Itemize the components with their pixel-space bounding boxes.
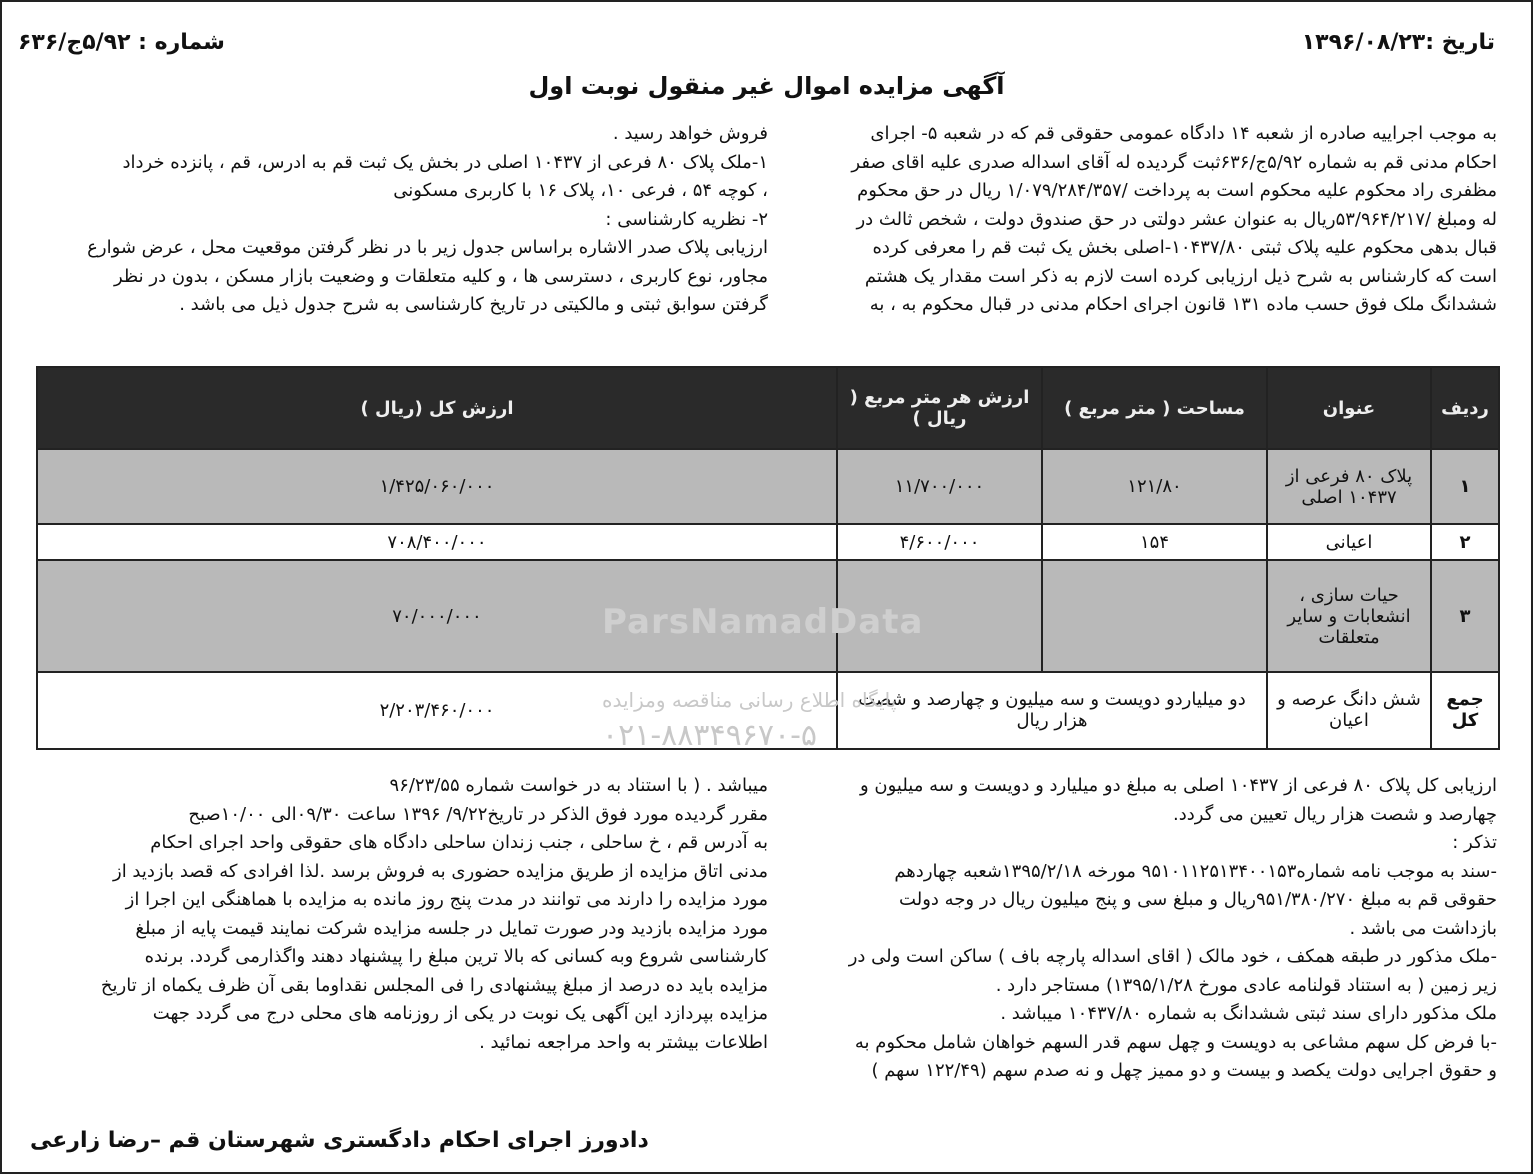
property-description	[50, 120, 768, 320]
cell-unit-price: ۱۱/۷۰۰/۰۰۰	[837, 449, 1042, 524]
notice-title: آگهی مزایده اموال غیر منقول نوبت اول	[528, 72, 1005, 100]
text-line: به موجب اجراییه صادره از شعبه ۱۴ دادگاه عمومی حقوقی قم که در شعبه ۵- اجرای	[870, 123, 1497, 144]
text-line: به آدرس قم ، خ ساحلی ، جنب زندان ساحلی دادگاه های حقوقی واحد اجرای احکام	[150, 832, 768, 853]
text-line: ۱-ملک پلاک ۸۰ فرعی از ۱۰۴۳۷ اصلی در بخش یک ثبت قم به ادرس، قم ، پانزده خرداد	[122, 151, 768, 173]
text-line: میباشد . ( با استناد به در خواست شماره ۹۶/۲۳/۵۵	[389, 775, 768, 796]
text-line: مظفری راد محکوم علیه محکوم است به پرداخت /۱/۰۷۹/۲۸۴/۳۵۷ ریال در حق محکوم	[857, 180, 1497, 201]
signature: دادورز اجرای احکام دادگستری شهرستان قم –رضا زارعی	[30, 1128, 649, 1153]
table-row	[37, 449, 1499, 524]
header-title: عنوان	[1267, 367, 1431, 449]
header-unit-price: ارزش هر متر مربع ( ریال )	[837, 367, 1042, 449]
text-line: تذکر :	[1452, 832, 1497, 853]
header-total-value: ارزش کل (ریال )	[37, 367, 837, 449]
text-line: مجاور، نوع کاربری ، دسترسی ها ، و کلیه متعلقات و وضعیت بازار مسکن ، بدون در نظر	[113, 265, 768, 287]
text-line: -با فرض کل سهم مشاعی به دویست و چهل سهم قدر السهم خواهان شامل محکوم به	[854, 1031, 1497, 1053]
text-line: مزایده باید ده درصد از مبلغ پیشنهادی را فی المجلس نقداوما بقی آن ظرف یکماه از تاریخ	[100, 974, 768, 996]
cell-title: پلاک ۸۰ فرعی از ۱۰۴۳۷ اصلی	[1267, 449, 1431, 524]
text-line: ، کوچه ۵۴ ، فرعی ۱۰، پلاک ۱۶ با کاربری مسکونی	[393, 180, 768, 201]
notice-number: شماره : ۵/۹۲ج/۶۳۶	[18, 30, 225, 55]
cell-total-value: ۷۰۸/۴۰۰/۰۰۰	[37, 524, 837, 560]
watermark-phone: ۰۲۱-۸۸۳۴۹۶۷۰-۵	[602, 718, 818, 753]
text-line: -ملک مذکور در طبقه همکف ، خود مالک ( اقای اسداله پارچه باف ) ساکن است ولی در	[848, 946, 1497, 967]
text-line: مزایده بپردازد این آگهی یک نوبت در یکی از روزنامه های محلی درج می گردد جهت	[152, 1003, 768, 1024]
header-area: مساحت ( متر مربع )	[1042, 367, 1267, 449]
text-line: بازداشت می باشد .	[1349, 917, 1497, 939]
notes-paragraph	[767, 772, 1497, 1086]
text-line: گرفتن سوابق ثبتی و مالکیتی در تاریخ کارشناسی به شرح جدول ذیل می باشد .	[179, 294, 768, 315]
text-line: -سند به موجب نامه شماره۹۵۱۰۱۱۲۵۱۳۴۰۰۱۵۳ مورخه ۱۳۹۵/۲/۱۸شعبه چهاردهم	[894, 860, 1497, 882]
cell-sum-label: جمع کل	[1431, 672, 1499, 749]
cell-sum-words: دو میلیاردو دویست و سه میلیون و چهارصد و شصت هزار ریال	[837, 672, 1267, 749]
cell-row-number: ۱	[1431, 449, 1499, 524]
text-line: مدنی اتاق مزایده از طریق مزایده حضوری به فروش برسد .لذا افرادی که قصد بازدید از	[113, 860, 768, 882]
watermark-brand: ParsNamadData	[602, 602, 924, 642]
cell-title: حیات سازی ، انشعابات و سایر متعلقات	[1267, 560, 1431, 671]
text-line: قبال بدهی محکوم علیه پلاک ثبتی ۱۰۴۳۷/۸۰-اصلی بخش یک ثبت قم را معرفی کرده	[872, 237, 1497, 258]
cell-row-number: ۲	[1431, 524, 1499, 560]
text-line: احکام مدنی قم به شماره ۵/۹۲ج/۶۳۶ثبت گردیده له آقای اسداله صدری علیه اقای صفر	[851, 151, 1497, 173]
text-line: کارشناسی شروع وبه کسانی که بالا ترین مبلغ را پیشنهاد دهند واگذارمی گردد. برنده	[144, 946, 768, 967]
text-line: اطلاعات بیشتر به واحد مراجعه نمائید .	[479, 1031, 768, 1053]
text-line: ملک مذکور دارای سند ثبتی ششدانگ به شماره ۱۰۴۳۷/۸۰ میباشد .	[1000, 1003, 1497, 1024]
cell-total-value: ۱/۴۲۵/۰۶۰/۰۰۰	[37, 449, 837, 524]
cell-total-value: ۷۰/۰۰۰/۰۰۰	[37, 560, 837, 671]
header-row-number: ردیف	[1431, 367, 1499, 449]
text-line: ارزیابی کل پلاک ۸۰ فرعی از ۱۰۴۳۷ اصلی به مبلغ دو میلیارد و دویست و سه میلیون و	[859, 775, 1497, 796]
cell-unit-price: ۴/۶۰۰/۰۰۰	[837, 524, 1042, 560]
auction-details-paragraph	[50, 772, 768, 1057]
cell-sum-title: شش دانگ عرصه و اعیان	[1267, 672, 1431, 749]
cell-area: ۱۲۱/۸۰	[1042, 449, 1267, 524]
text-line: است که کارشناس به شرح ذیل ارزیابی کرده است لازم به ذکر است مقدار یک هشتم	[864, 265, 1497, 287]
cell-sum-total: ۲/۲۰۳/۴۶۰/۰۰۰	[37, 672, 837, 749]
cell-row-number: ۳	[1431, 560, 1499, 671]
table-header-row	[37, 367, 1499, 449]
notice-date: تاریخ :۱۳۹۶/۰۸/۲۳	[1301, 30, 1495, 55]
intro-paragraph	[767, 120, 1497, 320]
table-row	[37, 524, 1499, 560]
cell-area: ۱۵۴	[1042, 524, 1267, 560]
text-line: ششدانگ ملک فوق حسب ماده ۱۳۱ قانون اجرای احکام مدنی در قبال محکوم به ، به	[869, 294, 1497, 315]
text-line: زیر زمین ( به استناد قولنامه عادی مورخ ۱۳۹۵/۱/۲۸) مستاجر دارد .	[995, 974, 1497, 996]
text-line: ۲- نظریه کارشناسی :	[605, 208, 768, 230]
text-line: فروش خواهد رسید .	[612, 123, 768, 144]
cell-area	[1042, 560, 1267, 671]
text-line: ارزیابی پلاک صدر الاشاره براساس جدول زیر با در نظر گرفتن موقعیت محل ، عرض شوارع	[87, 237, 768, 258]
text-line: حقوقی قم به مبلغ ۹۵۱/۳۸۰/۲۷۰ریال و مبلغ سی و پنج میلیون ریال در وجه دولت	[899, 889, 1497, 910]
text-line: مقرر گردیده مورد فوق الذکر در تاریخ۹/۲۲/ ۱۳۹۶ ساعت ۰۹/۳۰الی ۱۰/۰۰صبح	[188, 803, 768, 825]
text-line: له ومبلغ /۵۳/۹۶۴/۲۱۷ریال به عنوان عشر دولتی در حق صندوق دولت ، شخص ثالث در	[856, 208, 1497, 230]
text-line: مورد مزایده بازدید ودر صورت تمایل در جلسه مزایده شرکت نمایند قیمت پایه از مبلغ	[135, 917, 768, 939]
text-line: چهارصد و شصت هزار ریال تعیین می گردد.	[1173, 803, 1497, 825]
cell-title: اعیانی	[1267, 524, 1431, 560]
text-line: مورد مزایده را دارند می توانند در مدت پنج روز مانده به مزایده با هماهنگی این اجرا از	[125, 889, 768, 910]
watermark-subtitle: پایگاه اطلاع رسانی مناقصه ومزایده	[602, 688, 897, 712]
text-line: و حقوق اجرایی دولت یکصد و بیست و دو ممیز چهل و نه صدم سهم (۱۲۲/۴۹ سهم )	[871, 1060, 1497, 1081]
